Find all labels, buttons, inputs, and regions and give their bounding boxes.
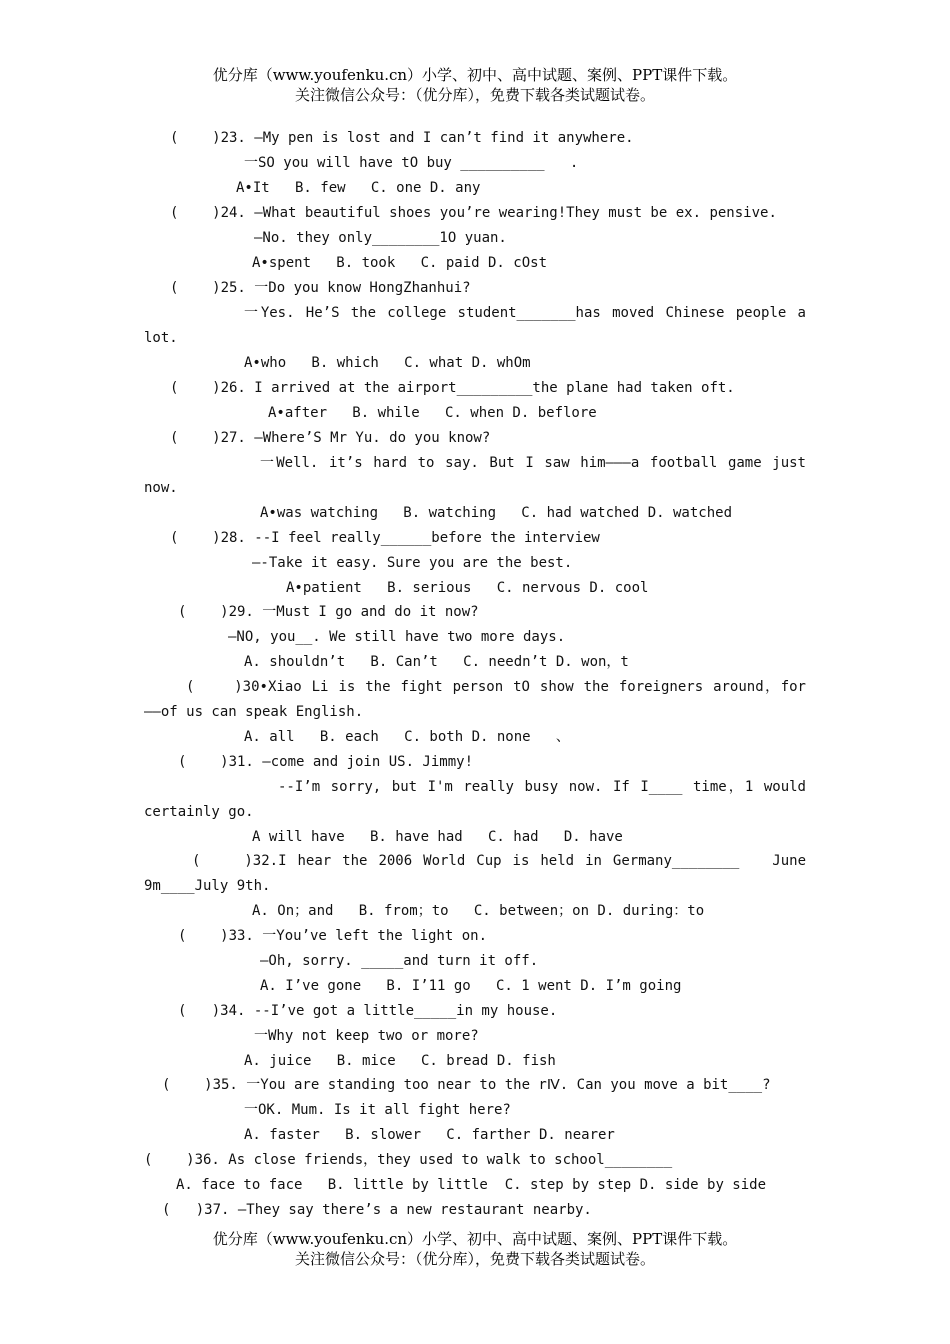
q35-answer-line: 一OK. Mum. Is it all fight here?: [244, 1102, 511, 1118]
header-line-1: 优分库（www.youfenku.cn）小学、初中、高中试题、案例、PPT课件下载。: [212, 66, 738, 84]
q25-options: A•who B. which C. what D. whOm: [244, 355, 531, 371]
q29-answer-line: —NO, you__. We still have two more days.: [228, 629, 566, 645]
q29-options: A. shouldn’t B. Can’t C. needn’t D. won，t: [244, 654, 629, 670]
q30-stem: ( )30•Xiao Li is the fight person tO show the foreigners around，for: [186, 679, 806, 695]
q24-stem: ( )24. —What beautiful shoes you’re wearing!They must be ex. pensive.: [170, 205, 777, 221]
q29-stem: ( )29. 一Must I go and do it now?: [178, 604, 479, 620]
q28-stem: ( )28. --I feel really______before the interview: [170, 530, 600, 546]
q26-options: A•after B. while C. when D. beflore: [268, 405, 597, 421]
q31-stem: ( )31. —come and join US. Jimmy!: [178, 754, 474, 770]
q30-options: A. all B. each C. both D. none 、: [244, 729, 570, 745]
q34-stem: ( )34. --I’ve got a little_____in my house.: [178, 1003, 558, 1019]
q28-options: A•patient B. serious C. nervous D. cool: [286, 580, 649, 596]
q36-stem: ( )36. As close friends，they used to walk to school________: [144, 1152, 673, 1168]
q25-answer-line: 一Yes. He’S the college student_______has moved Chinese people a: [244, 305, 806, 321]
q27-answer-line: 一Well. it’s hard to say. But I saw him———a football game just: [260, 455, 806, 471]
q34-options: A. juice B. mice C. bread D. fish: [244, 1053, 556, 1069]
q25-answer-cont: lot.: [144, 330, 178, 346]
q27-answer-cont: now.: [144, 480, 178, 496]
q35-stem: ( )35. 一You are standing too near to the rⅣ. Can you move a bit____?: [162, 1077, 771, 1093]
q32-stem-cont: 9m____July 9th.: [144, 878, 271, 894]
q37-stem: ( )37. —They say there’s a new restaurant nearby.: [162, 1202, 592, 1218]
q28-answer-line: —-Take it easy. Sure you are the best.: [252, 555, 573, 571]
q23-options: A•It B. few C. one D. any: [236, 180, 481, 196]
q24-answer-line: —No. they only________1O yuan.: [254, 230, 507, 246]
q25-stem: ( )25. 一Do you know HongZhanhui?: [170, 280, 471, 296]
q30-stem-cont: ——of us can speak English.: [144, 704, 364, 720]
q24-options: A•spent B. took C. paid D. cOst: [252, 255, 548, 271]
q31-options: A will have B. have had C. had D. have: [252, 829, 623, 845]
footer-line-2: 关注微信公众号：（优分库），免费下载各类试题试卷。: [294, 1250, 655, 1268]
q23-stem: ( )23. —My pen is lost and I can’t find it anywhere.: [170, 130, 634, 146]
q34-answer-line: 一Why not keep two or more?: [254, 1028, 479, 1044]
q23-answer-line: 一SO you will have tO buy __________ .: [244, 155, 579, 171]
q27-stem: ( )27. —Where’S Mr Yu. do you know?: [170, 430, 491, 446]
q32-options: A. On；and B. from；to C. between；on D. during：to: [252, 903, 705, 919]
q33-options: A. I’ve gone B. I’11 go C. 1 went D. I’m going: [260, 978, 682, 994]
q31-answer-line: --I’m sorry, but I'm really busy now. If I____ time，1 would: [278, 779, 806, 795]
q36-options: A. face to face B. little by little C. step by step D. side by side: [176, 1177, 767, 1193]
q33-answer-line: —Oh, sorry. _____and turn it off.: [260, 953, 539, 969]
header-line-2: 关注微信公众号：（优分库），免费下载各类试题试卷。: [294, 86, 655, 104]
q32-stem: ( )32.I hear the 2006 World Cup is held in Germany________ June: [192, 853, 806, 869]
q33-stem: ( )33. 一You’ve left the light on.: [178, 928, 488, 944]
q26-stem: ( )26. I arrived at the airport_________the plane had taken oft.: [170, 380, 735, 396]
q31-answer-cont: certainly go.: [144, 804, 254, 820]
footer-line-1: 优分库（www.youfenku.cn）小学、初中、高中试题、案例、PPT课件下载。: [212, 1230, 738, 1248]
q27-options: A•was watching B. watching C. had watched D. watched: [260, 505, 733, 521]
q35-options: A. faster B. slower C. farther D. nearer: [244, 1127, 615, 1143]
